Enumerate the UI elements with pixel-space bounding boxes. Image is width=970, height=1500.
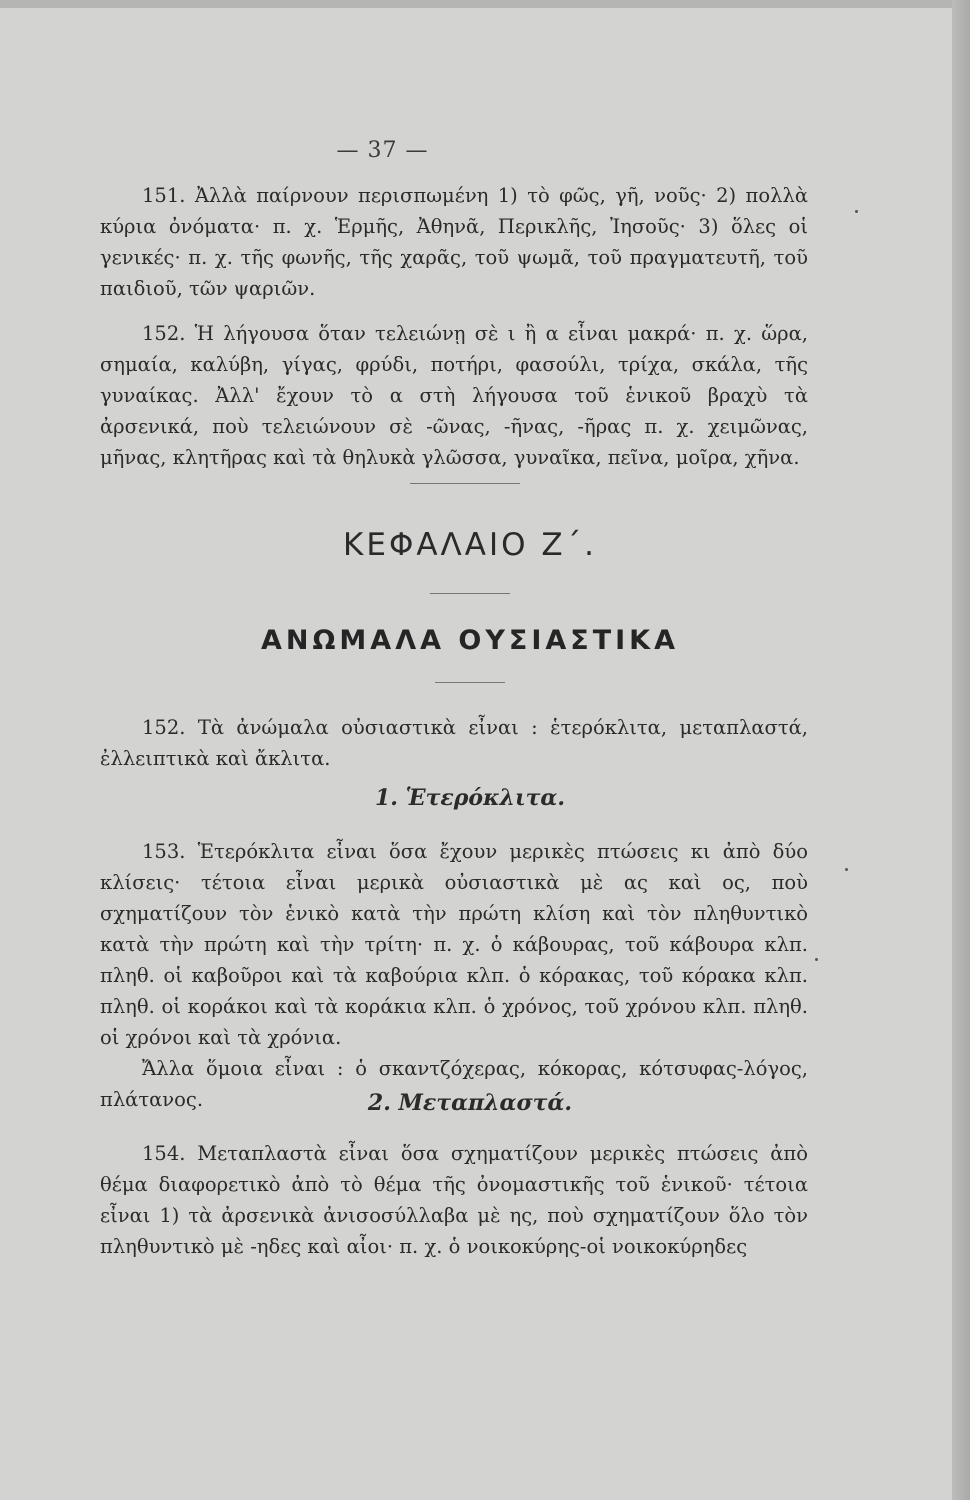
subheading-heteroclite: 1. Ἑτερόκλιτα. <box>374 785 566 811</box>
chapter-title: ΚΕΦΑΛΑΙΟ Ζ΄. <box>343 527 597 563</box>
paragraph-152-irregular-text: 152. Τὰ ἀνώμαλα οὐσιαστικὰ εἶναι : ἑτερόκλιτα, μεταπλαστά, ἐλλειπτικὰ καὶ ἄκλιτα. <box>100 716 808 770</box>
page-right-edge <box>952 0 970 1500</box>
paragraph-153-text: 153. Ἑτερόκλιτα εἶναι ὅσα ἔχουν μερικὲς πτώσεις κι ἀπὸ δύο κλίσεις· τέτοια εἶναι μερικὰ οὐσιαστικὰ μὲ ας καὶ ος, ποὺ σχηματίζουν τὸν ἑνικὸ κατὰ τὴν πρώτη κλίση καὶ τὸν πληθυντικὸ κατὰ τὴν πρώτη καὶ τὴν τρίτη· π. χ. ὁ κάβουρας, τοῦ κάβουρα κλπ. πληθ. οἱ καβοῦροι καὶ τὰ καβούρια κλπ. ὁ κόρακας, τοῦ κόρακα κλπ. πληθ. οἱ κοράκοι καὶ τὰ κοράκια κλπ. ὁ χρόνος, τοῦ χρόνου κλπ. πληθ. οἱ χρόνοι καὶ τὰ χρόνια. <box>100 840 808 1049</box>
paragraph-154 <box>100 1138 808 1262</box>
paragraph-152-stress-text: 152. Ἡ λήγουσα ὅταν τελειώνῃ σὲ ι ἢ α εἶναι μακρά· π. χ. ὥρα, σημαία, καλύβη, γίγας, φρύδι, ποτήρι, φασούλι, τρίχα, σκάλα, τῆς γυναίκας. Ἀλλ' ἔχουν τὸ α στὴ λήγουσα τοῦ ἑνικοῦ βραχὺ τὰ ἀρσενικά, ποὺ τελειώνουν σὲ -ῶνας, -ῆνας, -ῆρας π. χ. χειμῶνας, μῆνας, κλητῆρας καὶ τὰ θηλυκὰ γλῶσσα, γυναῖκα, πεῖνα, μοῖρα, χῆνα. <box>100 322 808 469</box>
section-title: ΑΝΩΜΑΛΑ ΟΥΣΙΑΣΤΙΚΑ <box>260 625 680 656</box>
paragraph-153 <box>100 836 808 1115</box>
page-top-edge <box>0 0 970 8</box>
divider-rule <box>430 593 510 594</box>
paragraph-153-examples: Ἄλλα ὅμοια εἶναι : ὁ σκαντζόχερας, κόκορας, κότσυφας-λόγος, πλάτανος. <box>100 1057 808 1111</box>
paragraph-154-text: 154. Μεταπλαστὰ εἶναι ὅσα σχηματίζουν μερικὲς πτώσεις ἀπὸ θέμα διαφορετικὸ ἀπὸ τὸ θέμα τῆς ὀνομαστικῆς τοῦ ἑνικοῦ· τέτοια εἶναι 1) τὰ ἀρσενικὰ ἀνισοσύλλαβα μὲ ης, ποὺ σχηματίζουν ὅλο τὸν πληθυντικὸ μὲ -ηδες καὶ αἶοι· π. χ. ὁ νοικοκύρης-οἱ νοικοκύρηδες <box>100 1142 808 1258</box>
paper-speck <box>815 958 818 961</box>
paper-speck <box>855 210 858 213</box>
subheading-metaplasta: 2. Μεταπλαστά. <box>367 1090 573 1116</box>
paragraph-152-irregular <box>100 712 808 774</box>
paragraph-152-stress <box>100 318 808 473</box>
divider-rule <box>410 483 520 484</box>
paragraph-151-text: 151. Ἀλλὰ παίρνουν περισπωμένη 1) τὸ φῶς, γῆ, νοῦς· 2) πολλὰ κύρια ὀνόματα· π. χ. Ἑρμῆς, Ἀθηνᾶ, Περικλῆς, Ἰησοῦς· 3) ὅλες οἱ γενικές· π. χ. τῆς φωνῆς, τῆς χαρᾶς, τοῦ ψωμᾶ, τοῦ πραγματευτῆ, τοῦ παιδιοῦ, τῶν ψαριῶν. <box>100 184 808 300</box>
divider-rule <box>435 682 505 683</box>
paragraph-151 <box>100 180 808 304</box>
paper-speck <box>845 868 848 871</box>
page-number: — 37 — <box>336 138 429 163</box>
